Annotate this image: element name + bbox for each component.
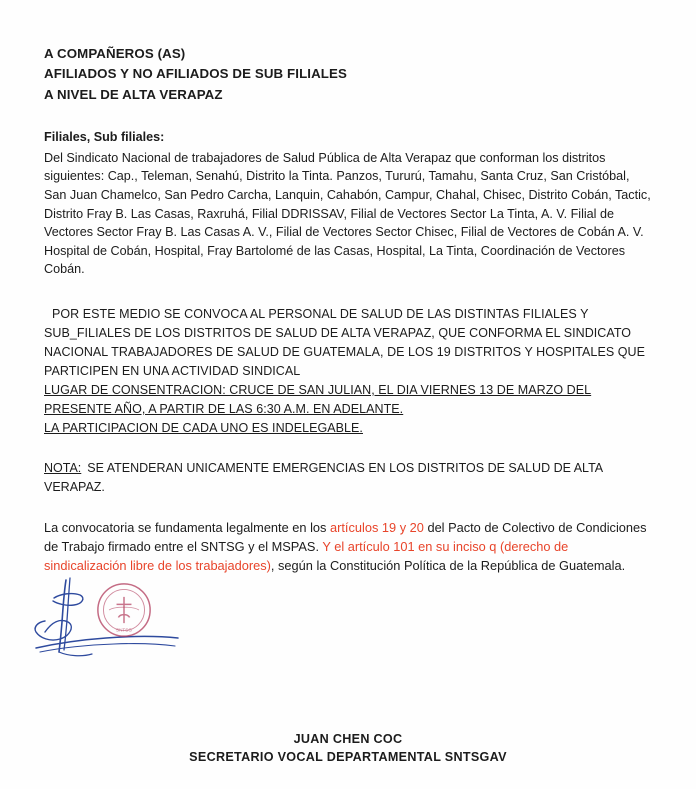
convocatoria-paragraph bbox=[44, 305, 654, 438]
filiales-body: Del Sindicato Nacional de trabajadores de Salud Pública de Alta Verapaz que conforman los distritos siguientes: Cap., Teleman, Senahú, Distrito la Tinta. Panzos, Tururú, Tamahu, Santa Cruz, San Cristóbal, San Juan Chamelco, San Pedro Carcha, Lanquin, Cahabón, Campur, Chahal, Chisec, Distrito Cobán, Tactic, Distrito Fray B. Las Casas, Raxruhá, Filial DDRISSAV, Filial de Vectores Sector La Tinta, A. V. Filial de Vectores Sector Fray B. Las Casas A. V., Filial de Vectores Sector Chisec, Filial de Vectores de Cobán A. V. Hospital de Cobán, Hospital, Fray Bartolomé de las Casas, Hospital, La Tinta, Coordinación de Vectores Cobán. bbox=[44, 150, 651, 277]
nota-text: SE ATENDERAN UNICAMENTE EMERGENCIAS EN LOS DISTRITOS DE SALUD DE ALTA VERAPAZ. bbox=[44, 461, 603, 494]
signer-name: JUAN CHEN COC bbox=[293, 732, 403, 746]
signature-area bbox=[20, 560, 210, 670]
seal-text: SNTSG bbox=[115, 627, 133, 633]
nota-paragraph bbox=[44, 459, 654, 497]
convocatoria-participation-note: LA PARTICIPACION DE CADA UNO ES INDELEGABLE. bbox=[44, 421, 363, 436]
legal-basis-part-3: , según la Constitución Política de la República de Guatemala. bbox=[270, 557, 626, 573]
signer-title: SECRETARIO VOCAL DEPARTAMENTAL SNTSGAV bbox=[189, 750, 507, 765]
addressee-line-3: A NIVEL DE ALTA VERAPAZ bbox=[44, 86, 223, 102]
addressee-line-2: AFILIADOS Y NO AFILIADOS DE SUB FILIALES bbox=[44, 66, 347, 82]
legal-basis-part-1: La convocatoria se fundamenta legalmente en los bbox=[44, 519, 330, 535]
convocatoria-location-datetime: LUGAR DE CONSENTRACION: CRUCE DE SAN JULIAN, EL DIA VIERNES 13 DE MARZO DEL PRESENTE AÑO, A PARTIR DE LAS 6:30 A.M. EN ADELANTE. bbox=[44, 383, 592, 417]
official-seal-stamp bbox=[96, 582, 152, 638]
filiales-paragraph bbox=[44, 128, 654, 279]
legal-basis-article-101: Y el artículo 101 en su inciso q (derecho de sindicalización libre de los trabajadores) bbox=[44, 538, 569, 573]
filiales-title: Filiales, Sub filiales: bbox=[44, 130, 165, 145]
document-content bbox=[44, 44, 654, 575]
addressee-header bbox=[44, 44, 654, 105]
signature-footer bbox=[0, 730, 696, 767]
nota-label: NOTA: bbox=[44, 461, 82, 476]
legal-basis-articles-19-20: artículos 19 y 20 bbox=[329, 519, 424, 535]
legal-basis-part-2: del Pacto de Colectivo de Condiciones de Trabajo firmado entre el SNTSG y el MSPAS. bbox=[44, 519, 647, 554]
convocatoria-intro: POR ESTE MEDIO SE CONVOCA AL PERSONAL DE SALUD DE LAS DISTINTAS FILIALES Y SUB_FILIALES DE LOS DISTRITOS DE SALUD DE ALTA VERAPAZ, QUE CONFORMA EL SINDICATO NACIONAL TRABAJADORES DE SALUD DE GUATEMALA, DE LOS 19 DISTRITOS Y HOSPITALES QUE PARTICIPEN EN UNA ACTIVIDAD SINDICAL bbox=[44, 307, 645, 379]
addressee-line-1: A COMPAÑEROS (AS) bbox=[44, 46, 186, 61]
